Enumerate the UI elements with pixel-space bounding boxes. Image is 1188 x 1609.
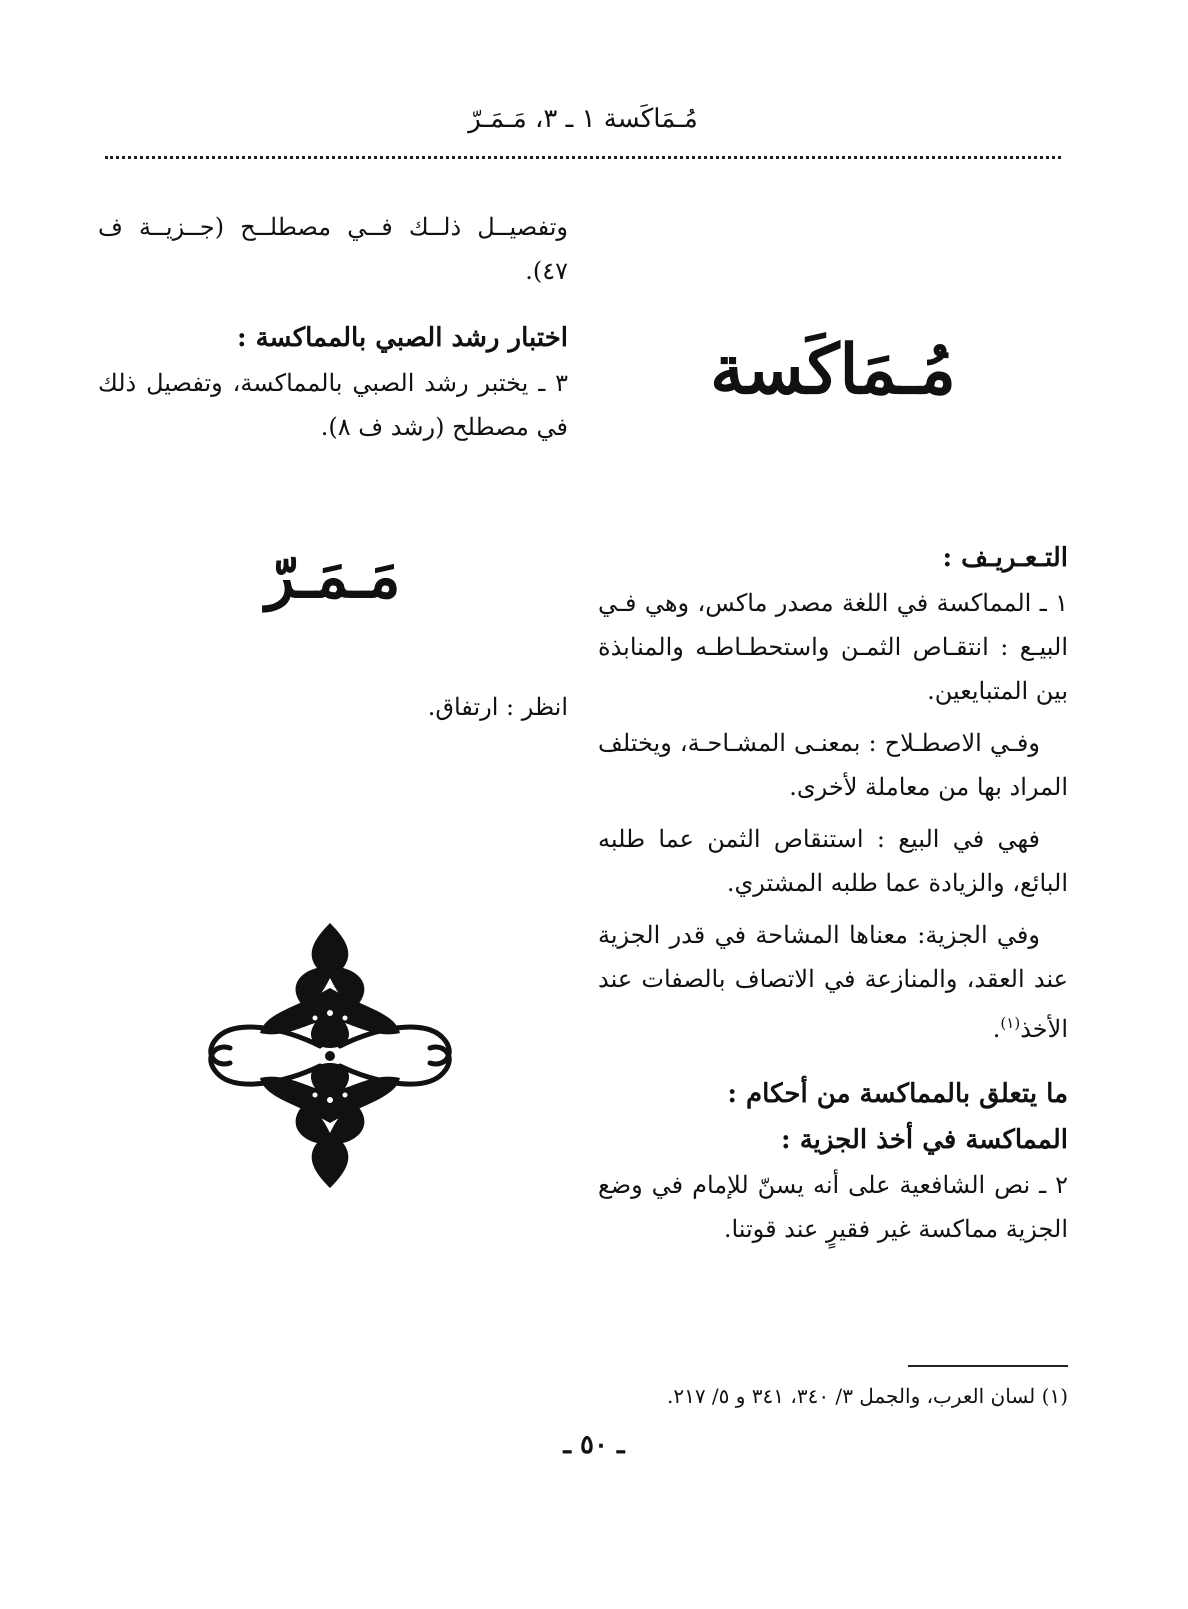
definition-para-4 xyxy=(598,913,1068,1051)
heading-rulings: ما يتعلق بالمماكسة من أحكام : xyxy=(727,1079,1068,1109)
definition-para-1: ١ ـ المماكسة في اللغة مصدر ماكس، وهي فـي البيـع : انتقـاص الثمـن واستحطـاطـه والمنابذة بين المتبايعين. xyxy=(598,589,1068,705)
heading-subsection: المماكسة في أخذ الجزية : xyxy=(781,1125,1068,1155)
definition-para-2: وفـي الاصطـلاح : بمعنـى المشـاحـة، ويختلف المراد بها من معاملة لأخرى. xyxy=(598,729,1068,801)
left-heading-1: اختبار رشد الصبي بالمماكسة : xyxy=(236,323,568,353)
see-also: انظر : ارتفاق. xyxy=(427,693,568,721)
arabesque-ornament-icon xyxy=(195,918,465,1193)
definition-para-4-text: وفي الجزية: معناها المشاحة في قدر الجزية عند العقد، والمنازعة في الاتصاف بالصفات عند الأخذ xyxy=(598,921,1068,1043)
page-number: ـ ٥٠ ـ xyxy=(563,1430,625,1460)
footnote-ref: (١) xyxy=(1000,1014,1021,1032)
heading-definition: التـعـريـف : xyxy=(942,543,1068,573)
ruling-para-2: ٢ ـ نص الشافعية على أنه يسنّ للإمام في وضع الجزية مماكسة غير فقيرٍ عند قوتنا. xyxy=(598,1171,1068,1243)
running-head: مُـمَاكَسة ١ ـ ٣، مَـمَـرّ xyxy=(468,104,698,134)
definition-para-4-end: . xyxy=(992,1015,1001,1043)
entry-title-mamarr: مَـمَـرّ xyxy=(265,542,401,612)
footnote: (١) لسان العرب، والجمل ٣/ ٣٤٠، ٣٤١ و ٥/ ٢١٧. xyxy=(666,1384,1068,1408)
definition-para-3: فهي في البيع : استنقاص الثمن عما طلبه البائع، والزيادة عما طلبه المشتري. xyxy=(598,825,1068,897)
right-column xyxy=(598,330,1068,1251)
dotted-divider xyxy=(105,156,1061,159)
entry-title-mumakasa: مُـمَاكَسة xyxy=(710,330,956,410)
left-para-1: وتفصيــل ذلــك فــي مصطلــح (جــزيــة ف ٤٧). xyxy=(98,213,568,285)
footnote-divider xyxy=(908,1365,1068,1367)
left-column xyxy=(98,205,568,729)
left-para-2: ٣ ـ يختبر رشد الصبي بالمماكسة، وتفصيل ذلك في مصطلح (رشد ف ٨). xyxy=(98,369,568,441)
